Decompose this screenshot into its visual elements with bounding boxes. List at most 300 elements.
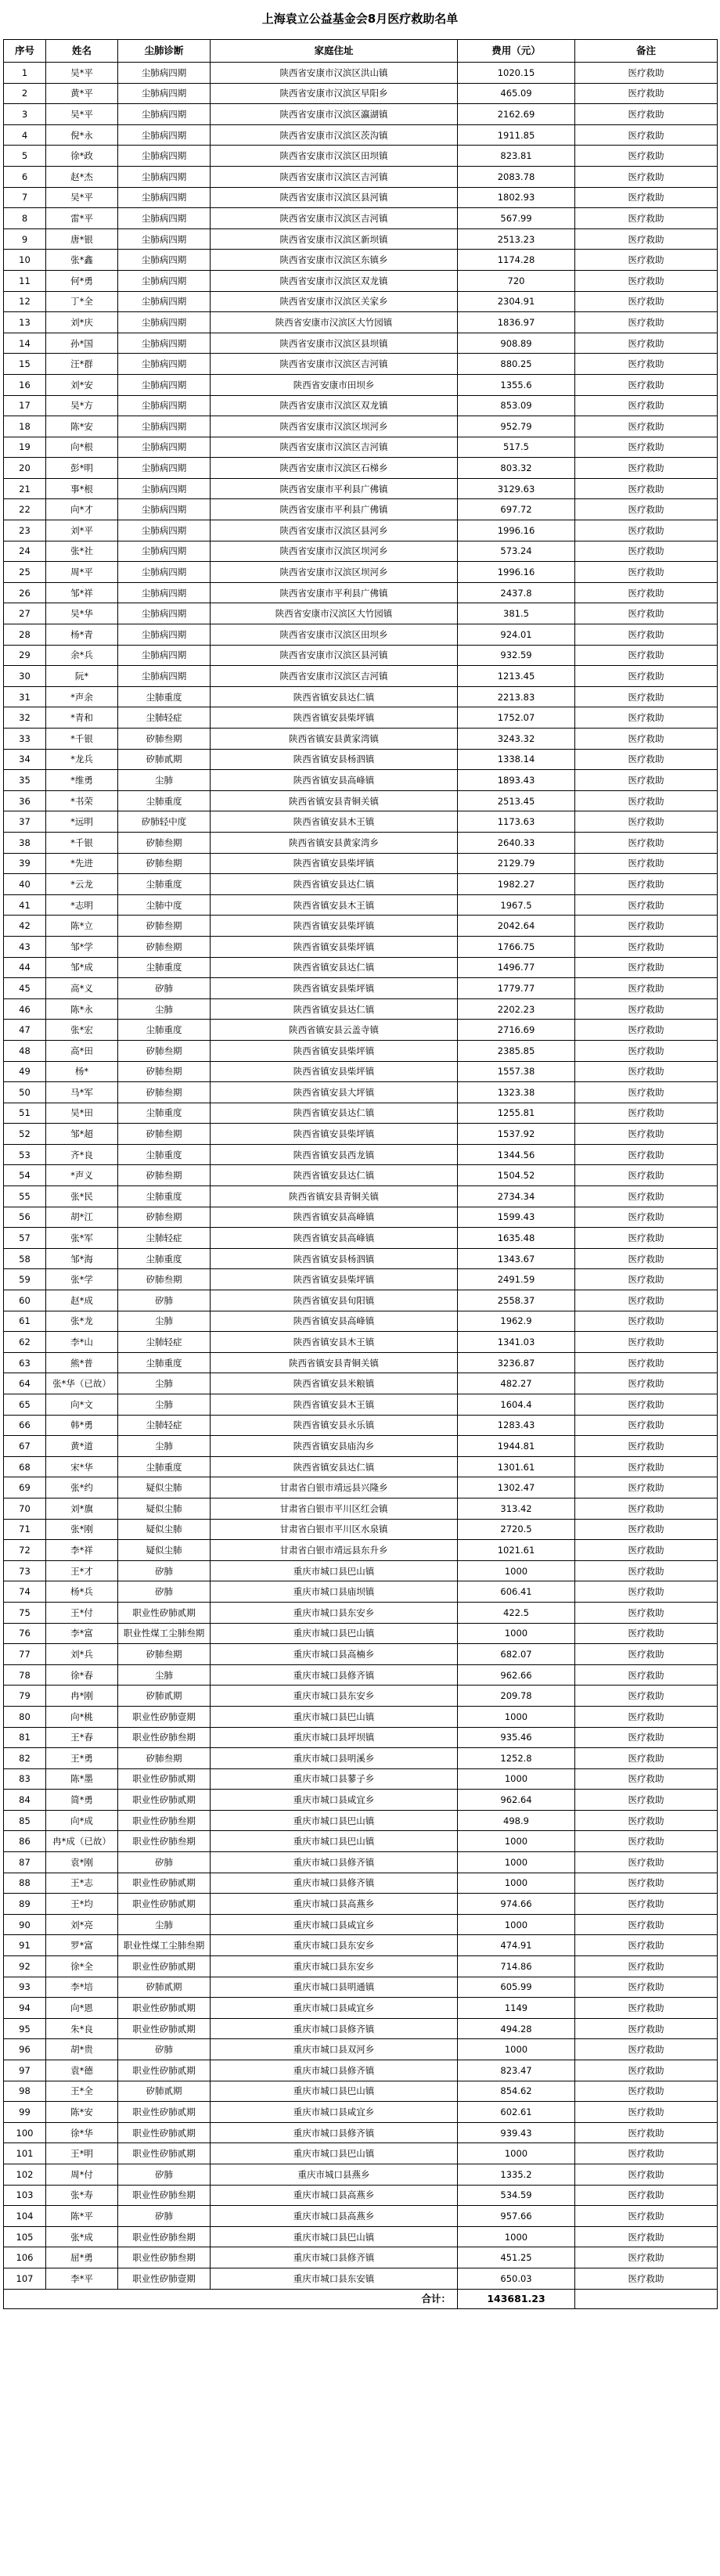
table-row [4,187,718,208]
table-row [4,1540,718,1561]
table-row [4,124,718,146]
home-address: 陕西省镇安县木王镇 [211,894,458,916]
diagnosis: 尘肺重度 [118,1103,211,1124]
home-address: 陕西省安康市汉滨区大竹园镇 [211,312,458,333]
row-index: 94 [4,1998,46,2019]
row-index: 56 [4,1207,46,1228]
cost-amount: 908.89 [458,333,575,354]
table-row [4,894,718,916]
cost-amount: 465.09 [458,83,575,104]
table-row [4,1748,718,1769]
remark: 医疗救助 [575,957,718,978]
diagnosis: 矽肺贰期 [118,1686,211,1707]
home-address: 陕西省镇安县达仁镇 [211,686,458,707]
home-address: 陕西省镇安县青铜关镇 [211,1352,458,1373]
patient-name: 吴*平 [46,63,118,84]
patient-name: *云龙 [46,874,118,895]
diagnosis: 尘肺病四期 [118,228,211,250]
row-index: 16 [4,374,46,395]
home-address: 陕西省镇安县达仁镇 [211,957,458,978]
cost-amount: 1255.81 [458,1103,575,1124]
diagnosis: 尘肺病四期 [118,166,211,187]
row-index: 9 [4,228,46,250]
cost-amount: 1355.6 [458,374,575,395]
patient-name: 彭*明 [46,458,118,479]
table-row [4,645,718,666]
home-address: 重庆市城口县蓼子乡 [211,1768,458,1790]
cost-amount: 1779.77 [458,978,575,999]
row-index: 6 [4,166,46,187]
diagnosis: 尘肺 [118,1373,211,1394]
home-address: 陕西省安康市汉滨区田坝镇 [211,146,458,167]
remark: 医疗救助 [575,270,718,291]
patient-name: *声义 [46,1165,118,1186]
patient-name: 张*社 [46,541,118,562]
row-index: 38 [4,832,46,853]
row-index: 37 [4,811,46,833]
patient-name: 向*根 [46,437,118,458]
cost-amount: 1302.47 [458,1477,575,1498]
patient-name: 何*勇 [46,270,118,291]
home-address: 甘肃省白银市平川区水泉镇 [211,1519,458,1540]
diagnosis: 尘肺重度 [118,1186,211,1207]
table-row [4,874,718,895]
table-row [4,1727,718,1748]
home-address: 陕西省安康市汉滨区吉河镇 [211,437,458,458]
diagnosis: 尘肺轻症 [118,707,211,729]
table-row [4,1852,718,1873]
table-row [4,707,718,729]
cost-amount: 2513.45 [458,790,575,811]
home-address: 陕西省镇安县达仁镇 [211,998,458,1020]
remark: 医疗救助 [575,1790,718,1811]
remark: 医疗救助 [575,228,718,250]
remark: 医疗救助 [575,354,718,375]
row-index: 19 [4,437,46,458]
cost-amount: 1504.52 [458,1165,575,1186]
total-remark-cell [575,2289,718,2308]
cost-amount: 3243.32 [458,729,575,750]
remark: 医疗救助 [575,2060,718,2081]
table-row [4,603,718,624]
cost-amount: 1000 [458,2039,575,2060]
remark: 医疗救助 [575,395,718,416]
table-row [4,1935,718,1956]
diagnosis: 矽肺 [118,1581,211,1603]
cost-amount: 1911.85 [458,124,575,146]
row-index: 107 [4,2268,46,2289]
home-address: 陕西省安康市汉滨区双龙镇 [211,395,458,416]
diagnosis: 矽肺叁期 [118,729,211,750]
diagnosis: 尘肺病四期 [118,146,211,167]
table-row [4,1124,718,1145]
home-address: 陕西省安康市汉滨区吉河镇 [211,208,458,229]
row-index: 66 [4,1415,46,1436]
cost-amount: 974.66 [458,1894,575,1915]
home-address: 重庆市城口县巴山镇 [211,2081,458,2102]
home-address: 陕西省安康市田坝乡 [211,374,458,395]
remark: 医疗救助 [575,978,718,999]
patient-name: 陈*安 [46,2102,118,2123]
cost-amount: 935.46 [458,1727,575,1748]
table-row [4,1144,718,1165]
patient-name: 徐*华 [46,2122,118,2143]
home-address: 陕西省安康市汉滨区石梯乡 [211,458,458,479]
row-index: 42 [4,916,46,937]
table-row [4,2164,718,2185]
patient-name: 陈*立 [46,916,118,937]
patient-name: 吴*田 [46,1103,118,1124]
header-remark: 备注 [575,40,718,63]
table-row [4,1644,718,1665]
patient-name: 王*明 [46,2143,118,2164]
table-row [4,312,718,333]
table-row [4,978,718,999]
home-address: 陕西省镇安县旬阳镇 [211,1290,458,1311]
table-row [4,228,718,250]
row-index: 68 [4,1456,46,1477]
patient-name: 杨*兵 [46,1581,118,1603]
remark: 医疗救助 [575,1831,718,1852]
table-row [4,354,718,375]
patient-name: 张*鑫 [46,250,118,271]
row-index: 67 [4,1436,46,1457]
diagnosis: 职业性矽肺壹期 [118,1706,211,1727]
cost-amount: 957.66 [458,2206,575,2227]
remark: 医疗救助 [575,936,718,957]
remark: 医疗救助 [575,832,718,853]
diagnosis: 尘肺病四期 [118,291,211,312]
diagnosis: 尘肺病四期 [118,499,211,520]
remark: 医疗救助 [575,1103,718,1124]
table-row [4,1810,718,1831]
remark: 医疗救助 [575,1082,718,1103]
home-address: 陕西省安康市汉滨区关家乡 [211,291,458,312]
patient-name: 向*文 [46,1394,118,1416]
cost-amount: 3129.63 [458,478,575,499]
patient-name: 张*寿 [46,2185,118,2206]
cost-amount: 714.86 [458,1956,575,1977]
remark: 医疗救助 [575,2018,718,2039]
row-index: 60 [4,1290,46,1311]
row-index: 100 [4,2122,46,2143]
diagnosis: 尘肺重度 [118,874,211,895]
table-row [4,916,718,937]
row-index: 61 [4,1311,46,1332]
remark: 医疗救助 [575,104,718,125]
cost-amount: 482.27 [458,1373,575,1394]
row-index: 70 [4,1498,46,1519]
row-index: 59 [4,1269,46,1290]
patient-name: 黄*道 [46,1436,118,1457]
cost-amount: 823.81 [458,146,575,167]
remark: 医疗救助 [575,749,718,770]
home-address: 重庆市城口县明溪乡 [211,1748,458,1769]
diagnosis: 尘肺病四期 [118,354,211,375]
patient-name: 王*全 [46,2081,118,2102]
patient-name: 宋*华 [46,1456,118,1477]
patient-name: 唐*银 [46,228,118,250]
table-row [4,1103,718,1124]
cost-amount: 2491.59 [458,1269,575,1290]
row-index: 25 [4,562,46,583]
table-row [4,1248,718,1269]
remark: 医疗救助 [575,478,718,499]
home-address: 重庆市城口县修齐镇 [211,1873,458,1894]
table-row [4,146,718,167]
diagnosis: 矽肺贰期 [118,749,211,770]
remark: 医疗救助 [575,374,718,395]
row-index: 20 [4,458,46,479]
row-index: 78 [4,1664,46,1686]
home-address: 陕西省镇安县木王镇 [211,811,458,833]
diagnosis: 尘肺 [118,1436,211,1457]
patient-name: 吴*平 [46,104,118,125]
diagnosis: 尘肺病四期 [118,458,211,479]
patient-name: 吴*方 [46,395,118,416]
patient-name: *千银 [46,832,118,853]
patient-name: 杨* [46,1061,118,1082]
diagnosis: 尘肺重度 [118,1248,211,1269]
row-index: 18 [4,416,46,437]
cost-amount: 498.9 [458,1810,575,1831]
cost-amount: 1000 [458,1873,575,1894]
patient-name: 袁*德 [46,2060,118,2081]
diagnosis: 矽肺 [118,1852,211,1873]
home-address: 陕西省镇安县高峰镇 [211,1311,458,1332]
diagnosis: 矽肺叁期 [118,1061,211,1082]
patient-name: 张*军 [46,1228,118,1249]
remark: 医疗救助 [575,1644,718,1665]
home-address: 陕西省安康市汉滨区新坝镇 [211,228,458,250]
diagnosis: 职业性矽肺贰期 [118,1790,211,1811]
remark: 医疗救助 [575,998,718,1020]
diagnosis: 尘肺病四期 [118,603,211,624]
diagnosis: 疑似尘肺 [118,1498,211,1519]
home-address: 重庆市城口县东安乡 [211,1686,458,1707]
row-index: 48 [4,1040,46,1061]
remark: 医疗救助 [575,2226,718,2247]
patient-name: 张*刚 [46,1519,118,1540]
cost-amount: 1496.77 [458,957,575,978]
diagnosis: 尘肺病四期 [118,83,211,104]
home-address: 陕西省镇安县青铜关镇 [211,790,458,811]
table-row [4,1269,718,1290]
diagnosis: 尘肺 [118,1394,211,1416]
row-index: 39 [4,853,46,874]
home-address: 陕西省镇安县达仁镇 [211,1103,458,1124]
patient-name: 赵*成 [46,1290,118,1311]
cost-amount: 534.59 [458,2185,575,2206]
home-address: 陕西省镇安县柴坪镇 [211,978,458,999]
row-index: 55 [4,1186,46,1207]
row-index: 86 [4,1831,46,1852]
remark: 医疗救助 [575,1894,718,1915]
document-title: 上海袁立公益基金会8月医疗救助名单 [261,12,459,26]
diagnosis: 尘肺病四期 [118,562,211,583]
table-row [4,2185,718,2206]
home-address: 陕西省镇安县柴坪镇 [211,853,458,874]
table-row [4,1394,718,1416]
row-index: 64 [4,1373,46,1394]
row-index: 62 [4,1332,46,1353]
row-index: 40 [4,874,46,895]
home-address: 陕西省安康市汉滨区茨沟镇 [211,124,458,146]
relief-list-table [3,39,718,2309]
row-index: 12 [4,291,46,312]
remark: 医疗救助 [575,1186,718,1207]
patient-name: 冉*刚 [46,1686,118,1707]
remark: 医疗救助 [575,124,718,146]
table-row [4,624,718,646]
home-address: 重庆市城口县高燕乡 [211,2185,458,2206]
patient-name: 刘*安 [46,374,118,395]
row-index: 63 [4,1352,46,1373]
cost-amount: 2640.33 [458,832,575,853]
row-index: 80 [4,1706,46,1727]
remark: 医疗救助 [575,1498,718,1519]
row-index: 71 [4,1519,46,1540]
diagnosis: 疑似尘肺 [118,1519,211,1540]
cost-amount: 1338.14 [458,749,575,770]
patient-name: *龙兵 [46,749,118,770]
row-index: 105 [4,2226,46,2247]
table-row [4,2060,718,2081]
row-index: 50 [4,1082,46,1103]
diagnosis: 尘肺病四期 [118,333,211,354]
patient-name: 李*富 [46,1623,118,1644]
row-index: 15 [4,354,46,375]
remark: 医疗救助 [575,645,718,666]
total-label: 合计： [4,2289,458,2308]
table-row [4,1228,718,1249]
home-address: 重庆市城口县咸宜乡 [211,1914,458,1935]
row-index: 3 [4,104,46,125]
diagnosis: 矽肺叁期 [118,1207,211,1228]
remark: 医疗救助 [575,1998,718,2019]
patient-name: 王*才 [46,1560,118,1581]
row-index: 24 [4,541,46,562]
cost-amount: 1752.07 [458,707,575,729]
patient-name: 黄*平 [46,83,118,104]
home-address: 重庆市城口县巴山镇 [211,1810,458,1831]
diagnosis: 尘肺 [118,770,211,791]
remark: 医疗救助 [575,437,718,458]
diagnosis: 尘肺病四期 [118,187,211,208]
row-index: 95 [4,2018,46,2039]
table-row [4,1352,718,1373]
remark: 医疗救助 [575,187,718,208]
cost-amount: 1174.28 [458,250,575,271]
remark: 医疗救助 [575,2102,718,2123]
cost-amount: 1996.16 [458,562,575,583]
home-address: 陕西省镇安县大坪镇 [211,1082,458,1103]
cost-amount: 1000 [458,1852,575,1873]
home-address: 陕西省安康市汉滨区吉河镇 [211,354,458,375]
cost-amount: 1021.61 [458,1540,575,1561]
diagnosis: 职业性矽肺贰期 [118,1768,211,1790]
remark: 医疗救助 [575,1040,718,1061]
patient-name: 丁*全 [46,291,118,312]
table-row [4,1477,718,1498]
home-address: 陕西省镇安县柴坪镇 [211,1040,458,1061]
table-row [4,1436,718,1457]
cost-amount: 2202.23 [458,998,575,1020]
cost-amount: 1335.2 [458,2164,575,2185]
cost-amount: 313.42 [458,1498,575,1519]
diagnosis: 尘肺重度 [118,790,211,811]
cost-amount: 1173.63 [458,811,575,833]
diagnosis: 矽肺 [118,1560,211,1581]
home-address: 陕西省安康市汉滨区田坝乡 [211,624,458,646]
home-address: 陕西省安康市汉滨区县河镇 [211,187,458,208]
home-address: 陕西省镇安县庙沟乡 [211,1436,458,1457]
diagnosis: 矽肺 [118,978,211,999]
table-row [4,1977,718,1998]
remark: 医疗救助 [575,707,718,729]
patient-name: 胡*江 [46,1207,118,1228]
row-index: 30 [4,666,46,687]
remark: 医疗救助 [575,1394,718,1416]
remark: 医疗救助 [575,666,718,687]
home-address: 重庆市城口县巴山镇 [211,1831,458,1852]
cost-amount: 606.41 [458,1581,575,1603]
cost-amount: 854.62 [458,2081,575,2102]
remark: 医疗救助 [575,624,718,646]
cost-amount: 602.61 [458,2102,575,2123]
header-index: 序号 [4,40,46,63]
patient-name: 李*平 [46,2268,118,2289]
remark: 医疗救助 [575,1020,718,1041]
remark: 医疗救助 [575,1852,718,1873]
patient-name: 王*均 [46,1894,118,1915]
home-address: 陕西省安康市汉滨区县坝镇 [211,333,458,354]
cost-amount: 2042.64 [458,916,575,937]
cost-amount: 605.99 [458,1977,575,1998]
home-address: 重庆市城口县修齐镇 [211,1852,458,1873]
row-index: 33 [4,729,46,750]
home-address: 陕西省镇安县木王镇 [211,1332,458,1353]
diagnosis: 职业性煤工尘肺叁期 [118,1935,211,1956]
remark: 医疗救助 [575,1248,718,1269]
cost-amount: 1000 [458,1623,575,1644]
home-address: 重庆市城口县修齐镇 [211,1664,458,1686]
row-index: 97 [4,2060,46,2081]
row-index: 88 [4,1873,46,1894]
table-row [4,1664,718,1686]
table-row [4,2102,718,2123]
table-row [4,936,718,957]
diagnosis: 尘肺 [118,1664,211,1686]
row-index: 4 [4,124,46,146]
cost-amount: 1020.15 [458,63,575,84]
table-row [4,1040,718,1061]
cost-amount: 1635.48 [458,1228,575,1249]
home-address: 陕西省安康市汉滨区坝河乡 [211,562,458,583]
remark: 医疗救助 [575,1332,718,1353]
remark: 医疗救助 [575,1935,718,1956]
remark: 医疗救助 [575,2081,718,2102]
diagnosis: 矽肺 [118,2206,211,2227]
home-address: 重庆市城口县东安镇 [211,2268,458,2289]
diagnosis: 尘肺重度 [118,1352,211,1373]
patient-name: 屈*勇 [46,2247,118,2268]
home-address: 重庆市城口县东安乡 [211,1935,458,1956]
home-address: 重庆市城口县咸宜乡 [211,1790,458,1811]
diagnosis: 疑似尘肺 [118,1477,211,1498]
cost-amount: 932.59 [458,645,575,666]
diagnosis: 矽肺叁期 [118,1269,211,1290]
